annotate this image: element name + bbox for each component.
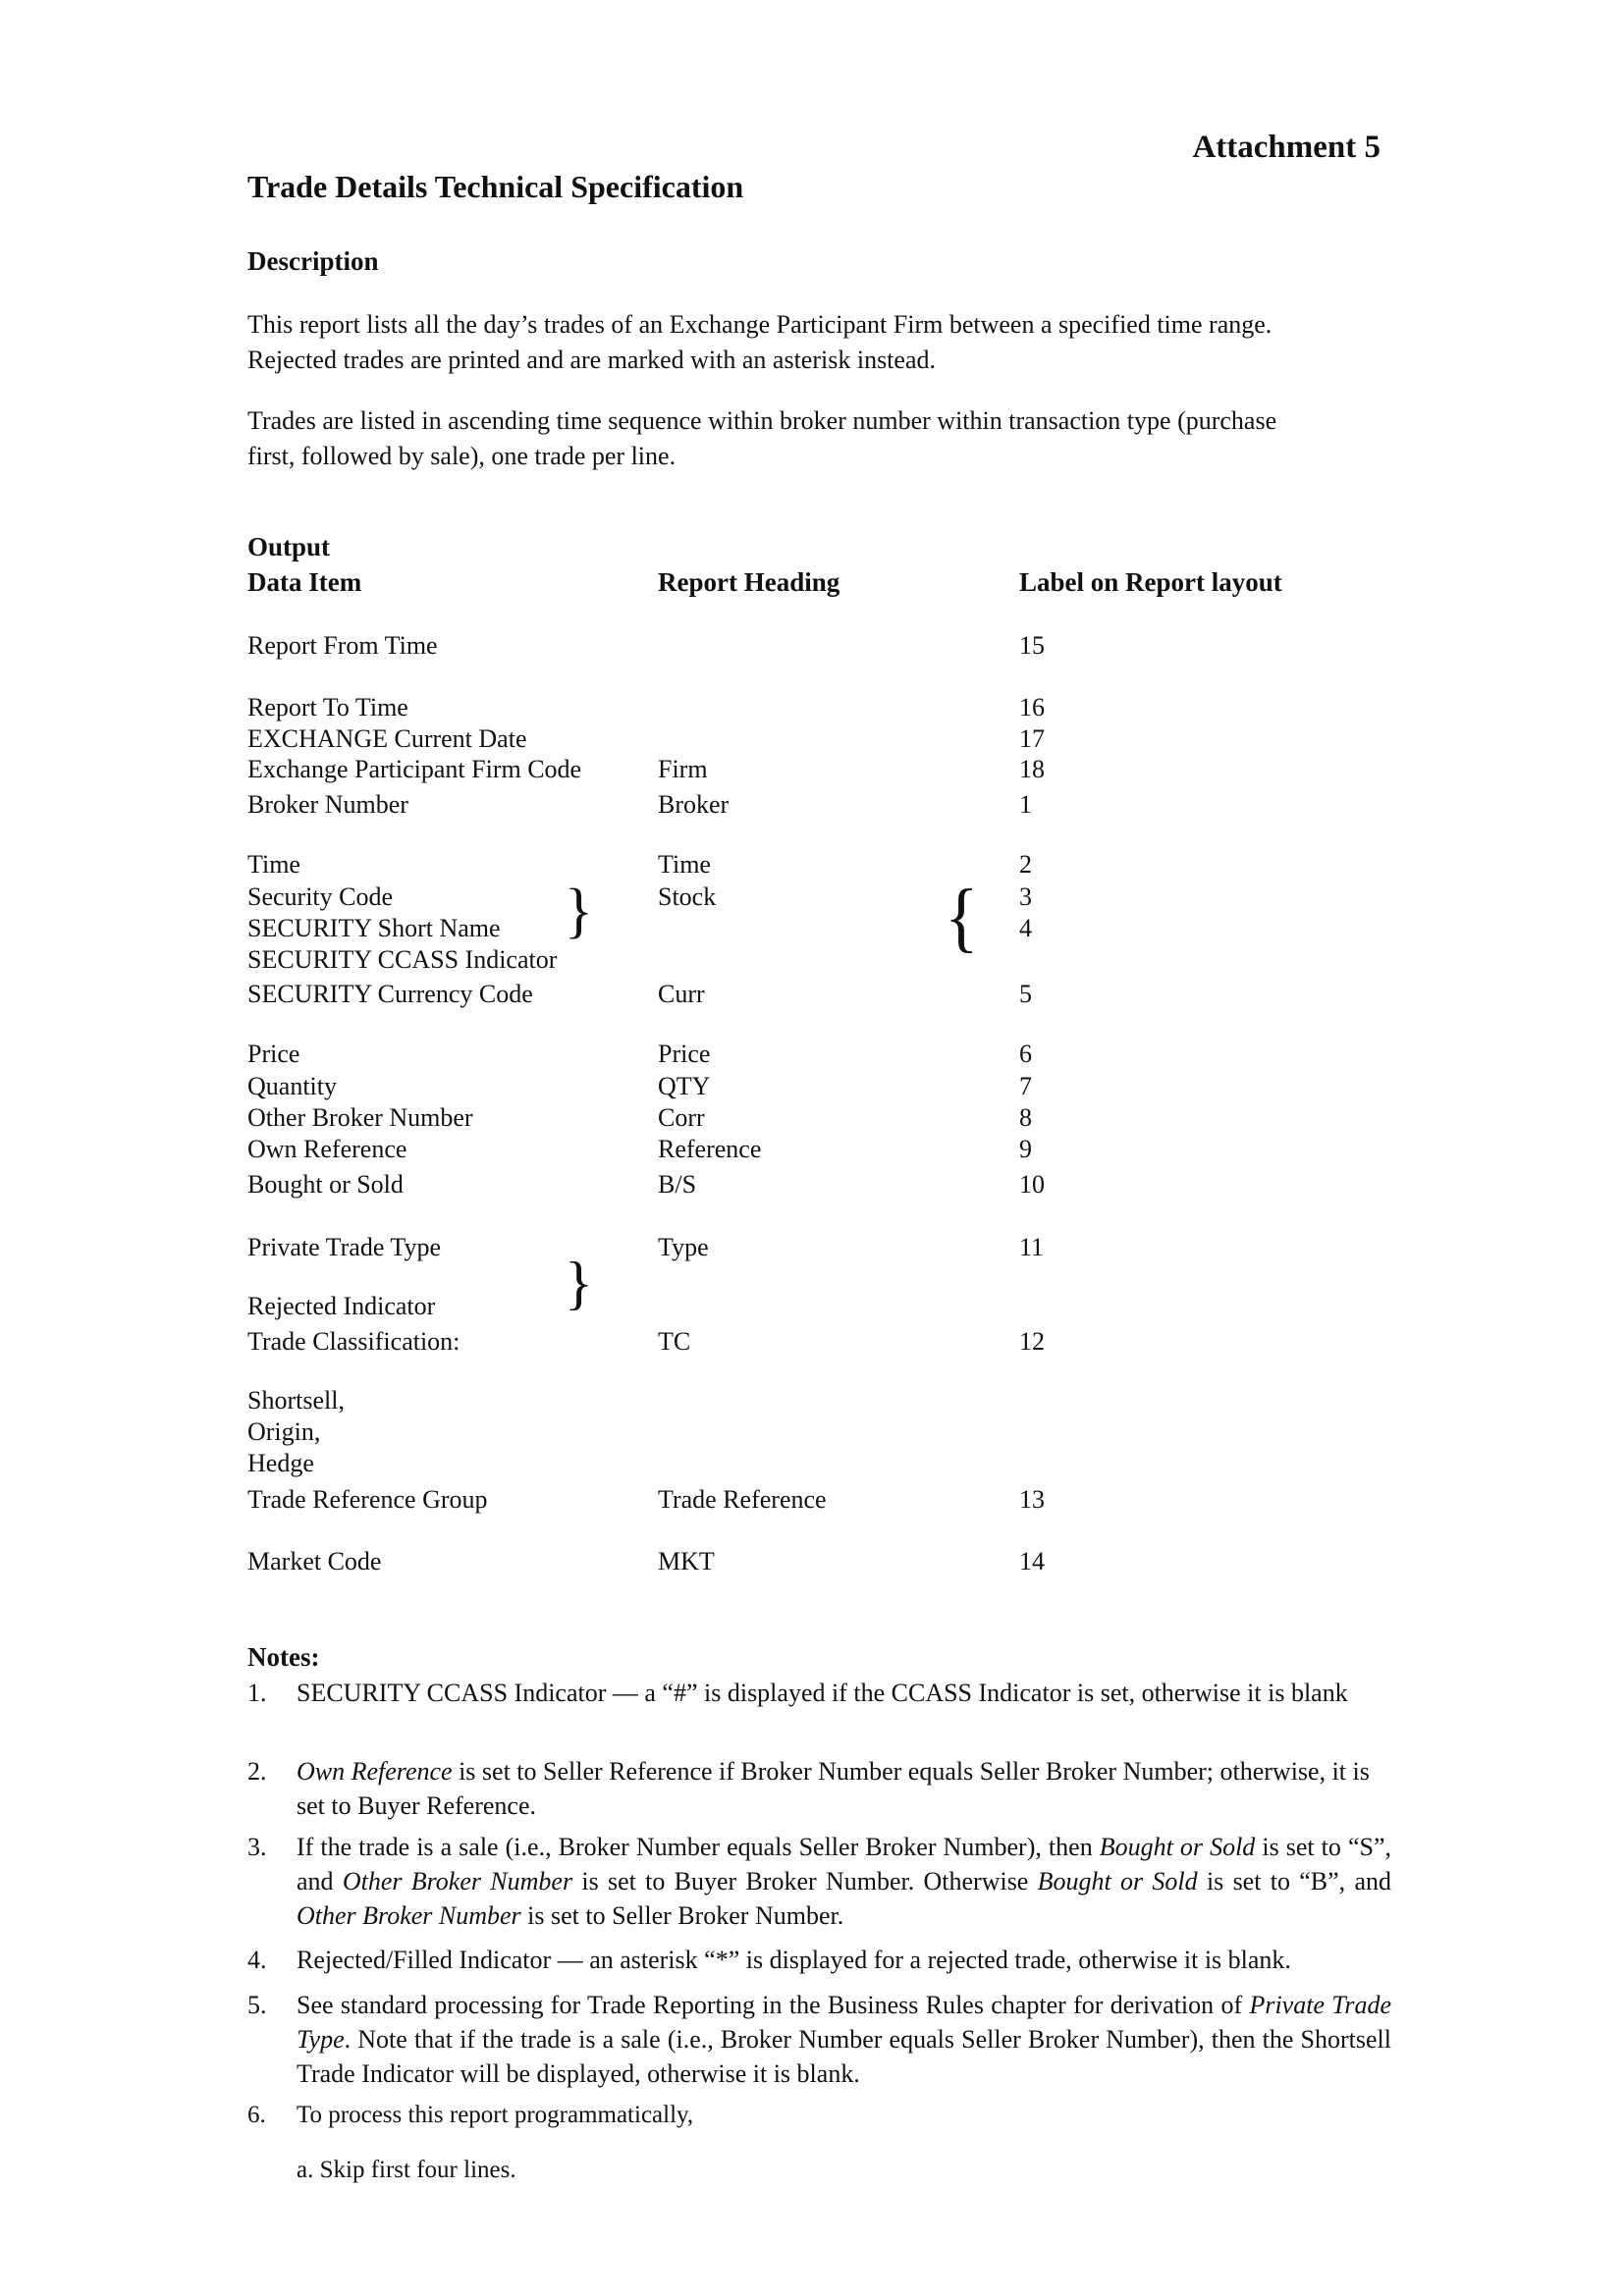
description-paragraph-2-line-1: Trades are listed in ascending time sequence within broker number within transaction type (purchase xyxy=(247,406,1277,435)
row-data-item: Other Broker Number xyxy=(247,1103,473,1132)
note-italic-term: Other Broker Number xyxy=(342,1867,573,1896)
row-label: 5 xyxy=(1019,980,1032,1008)
row-label: 3 xyxy=(1019,882,1032,911)
note-5 xyxy=(247,1988,1391,2091)
row-data-item: SECURITY CCASS Indicator xyxy=(247,945,558,974)
row-data-item: Own Reference xyxy=(247,1135,407,1163)
note-text-part: is set to “B”, and xyxy=(1197,1867,1391,1896)
row-data-item: Price xyxy=(247,1040,300,1068)
row-report-heading: QTY xyxy=(658,1072,711,1100)
row-label: 15 xyxy=(1019,631,1045,660)
right-brace-trade-type-group: } xyxy=(565,1251,593,1315)
note-number: 6. xyxy=(247,2102,266,2128)
document-title: Trade Details Technical Specification xyxy=(247,169,744,204)
row-label: 12 xyxy=(1019,1327,1045,1356)
description-paragraph-2-line-2: first, followed by sale), one trade per line. xyxy=(247,442,677,470)
row-label: 4 xyxy=(1019,914,1032,942)
row-data-item: Quantity xyxy=(247,1072,337,1100)
note-text xyxy=(297,1830,1391,1933)
row-report-heading: Reference xyxy=(658,1135,762,1163)
row-label: 2 xyxy=(1019,850,1032,879)
note-4 xyxy=(247,1943,1391,1977)
row-data-item: Market Code xyxy=(247,1547,382,1575)
note-text-part: See standard processing for Trade Reporting in the Business Rules chapter for derivation of xyxy=(297,1991,1250,2019)
note-number: 4. xyxy=(247,1946,267,1974)
row-label: 9 xyxy=(1019,1135,1032,1163)
row-data-item: Report To Time xyxy=(247,693,408,721)
row-label: 6 xyxy=(1019,1040,1032,1068)
row-label: 17 xyxy=(1019,724,1045,753)
row-label: 10 xyxy=(1019,1170,1045,1199)
row-report-heading: TC xyxy=(658,1327,691,1356)
row-data-item: SECURITY Currency Code xyxy=(247,980,533,1008)
note-italic-term: Private Trade Type xyxy=(297,1991,1391,2054)
row-report-heading: B/S xyxy=(658,1170,697,1199)
row-report-heading: MKT xyxy=(658,1547,715,1575)
row-data-item: Origin, xyxy=(247,1417,321,1446)
attachment-label: Attachment 5 xyxy=(1192,130,1380,165)
row-report-heading: Trade Reference xyxy=(658,1485,827,1514)
row-data-item: Trade Classification: xyxy=(247,1327,460,1356)
note-text-part: is set to “S”, and xyxy=(297,1833,1391,1896)
note-text xyxy=(297,1988,1391,2091)
column-header-label: Label on Report layout xyxy=(1019,567,1282,597)
row-report-heading: Time xyxy=(658,850,711,879)
row-label: 7 xyxy=(1019,1072,1032,1100)
description-heading: Description xyxy=(247,246,379,276)
row-report-heading: Broker xyxy=(658,790,730,819)
row-data-item: Security Code xyxy=(247,882,394,911)
note-text-part: . Note that if the trade is a sale (i.e., Broker Number equals Seller Broker Number), then the Shortsell Trade Indicator will be displayed, otherwise it is blank. xyxy=(297,2025,1391,2088)
row-data-item: Private Trade Type xyxy=(247,1233,442,1261)
row-report-heading: Corr xyxy=(658,1103,705,1132)
note-italic-term: Bought or Sold xyxy=(1037,1867,1198,1896)
note-text-part: is set to Buyer Broker Number. Otherwise xyxy=(572,1867,1038,1896)
note-2 xyxy=(247,1754,1391,1823)
row-data-item: Broker Number xyxy=(247,790,408,819)
description-paragraph-1 xyxy=(247,307,1386,378)
row-data-item: Rejected Indicator xyxy=(247,1292,436,1320)
description-paragraph-1-line-2: Rejected trades are printed and are marked with an asterisk instead. xyxy=(247,346,936,374)
note-1 xyxy=(247,1676,1391,1710)
note-italic-term: Other Broker Number xyxy=(297,1901,521,1930)
right-brace-security-group: } xyxy=(565,876,593,944)
row-report-heading: Stock xyxy=(658,882,717,911)
note-text xyxy=(297,1754,1391,1823)
note-number: 1. xyxy=(247,1679,267,1707)
note-text-part: is set to Seller Broker Number. xyxy=(520,1901,844,1930)
note-text-part: If the trade is a sale (i.e., Broker Number equals Seller Broker Number), then xyxy=(297,1833,1100,1861)
note-italic-term: Bought or Sold xyxy=(1099,1833,1256,1861)
note-italic-term: Own Reference xyxy=(297,1757,453,1786)
note-6-subitem-a: a. Skip first four lines. xyxy=(297,2157,516,2183)
row-report-heading: Price xyxy=(658,1040,711,1068)
output-heading: Output xyxy=(247,532,331,561)
row-data-item: SECURITY Short Name xyxy=(247,914,501,942)
note-text-rest: is set to Seller Reference if Broker Number equals Seller Broker Number; otherwise, it is set to Buyer Reference. xyxy=(297,1757,1370,1820)
note-number: 2. xyxy=(247,1757,267,1786)
row-label: 13 xyxy=(1019,1485,1045,1514)
row-data-item: Hedge xyxy=(247,1449,314,1477)
row-label: 11 xyxy=(1019,1233,1045,1261)
note-text: Rejected/Filled Indicator — an asterisk “*” is displayed for a rejected trade, otherwise it is blank. xyxy=(297,1946,1291,1974)
row-report-heading: Curr xyxy=(658,980,705,1008)
row-label: 16 xyxy=(1019,693,1045,721)
row-label: 18 xyxy=(1019,755,1045,783)
column-header-data-item: Data Item xyxy=(247,567,362,597)
row-data-item: Time xyxy=(247,850,300,879)
note-3 xyxy=(247,1830,1391,1933)
note-number: 5. xyxy=(247,1991,267,2019)
note-number: 3. xyxy=(247,1833,267,1861)
note-text: To process this report programmatically, xyxy=(297,2102,694,2128)
note-text: SECURITY CCASS Indicator — a “#” is displayed if the CCASS Indicator is set, otherwise it is blank xyxy=(297,1679,1348,1707)
row-report-heading: Firm xyxy=(658,755,708,783)
row-data-item: Report From Time xyxy=(247,631,438,660)
row-data-item: Trade Reference Group xyxy=(247,1485,488,1514)
column-header-report-heading: Report Heading xyxy=(658,567,840,597)
row-data-item: EXCHANGE Current Date xyxy=(247,724,527,753)
row-report-heading: Type xyxy=(658,1233,709,1261)
row-data-item: Exchange Participant Firm Code xyxy=(247,755,582,783)
notes-heading: Notes: xyxy=(247,1642,320,1672)
left-brace-label-group: { xyxy=(945,874,979,960)
description-paragraph-1-line-1: This report lists all the day’s trades of an Exchange Participant Firm between a specified time range. xyxy=(247,310,1272,339)
description-paragraph-2 xyxy=(247,403,1386,474)
row-data-item: Bought or Sold xyxy=(247,1170,404,1199)
row-label: 14 xyxy=(1019,1547,1045,1575)
row-label: 8 xyxy=(1019,1103,1032,1132)
row-data-item: Shortsell, xyxy=(247,1386,345,1415)
row-label: 1 xyxy=(1019,790,1032,819)
note-6 xyxy=(247,2098,1391,2132)
